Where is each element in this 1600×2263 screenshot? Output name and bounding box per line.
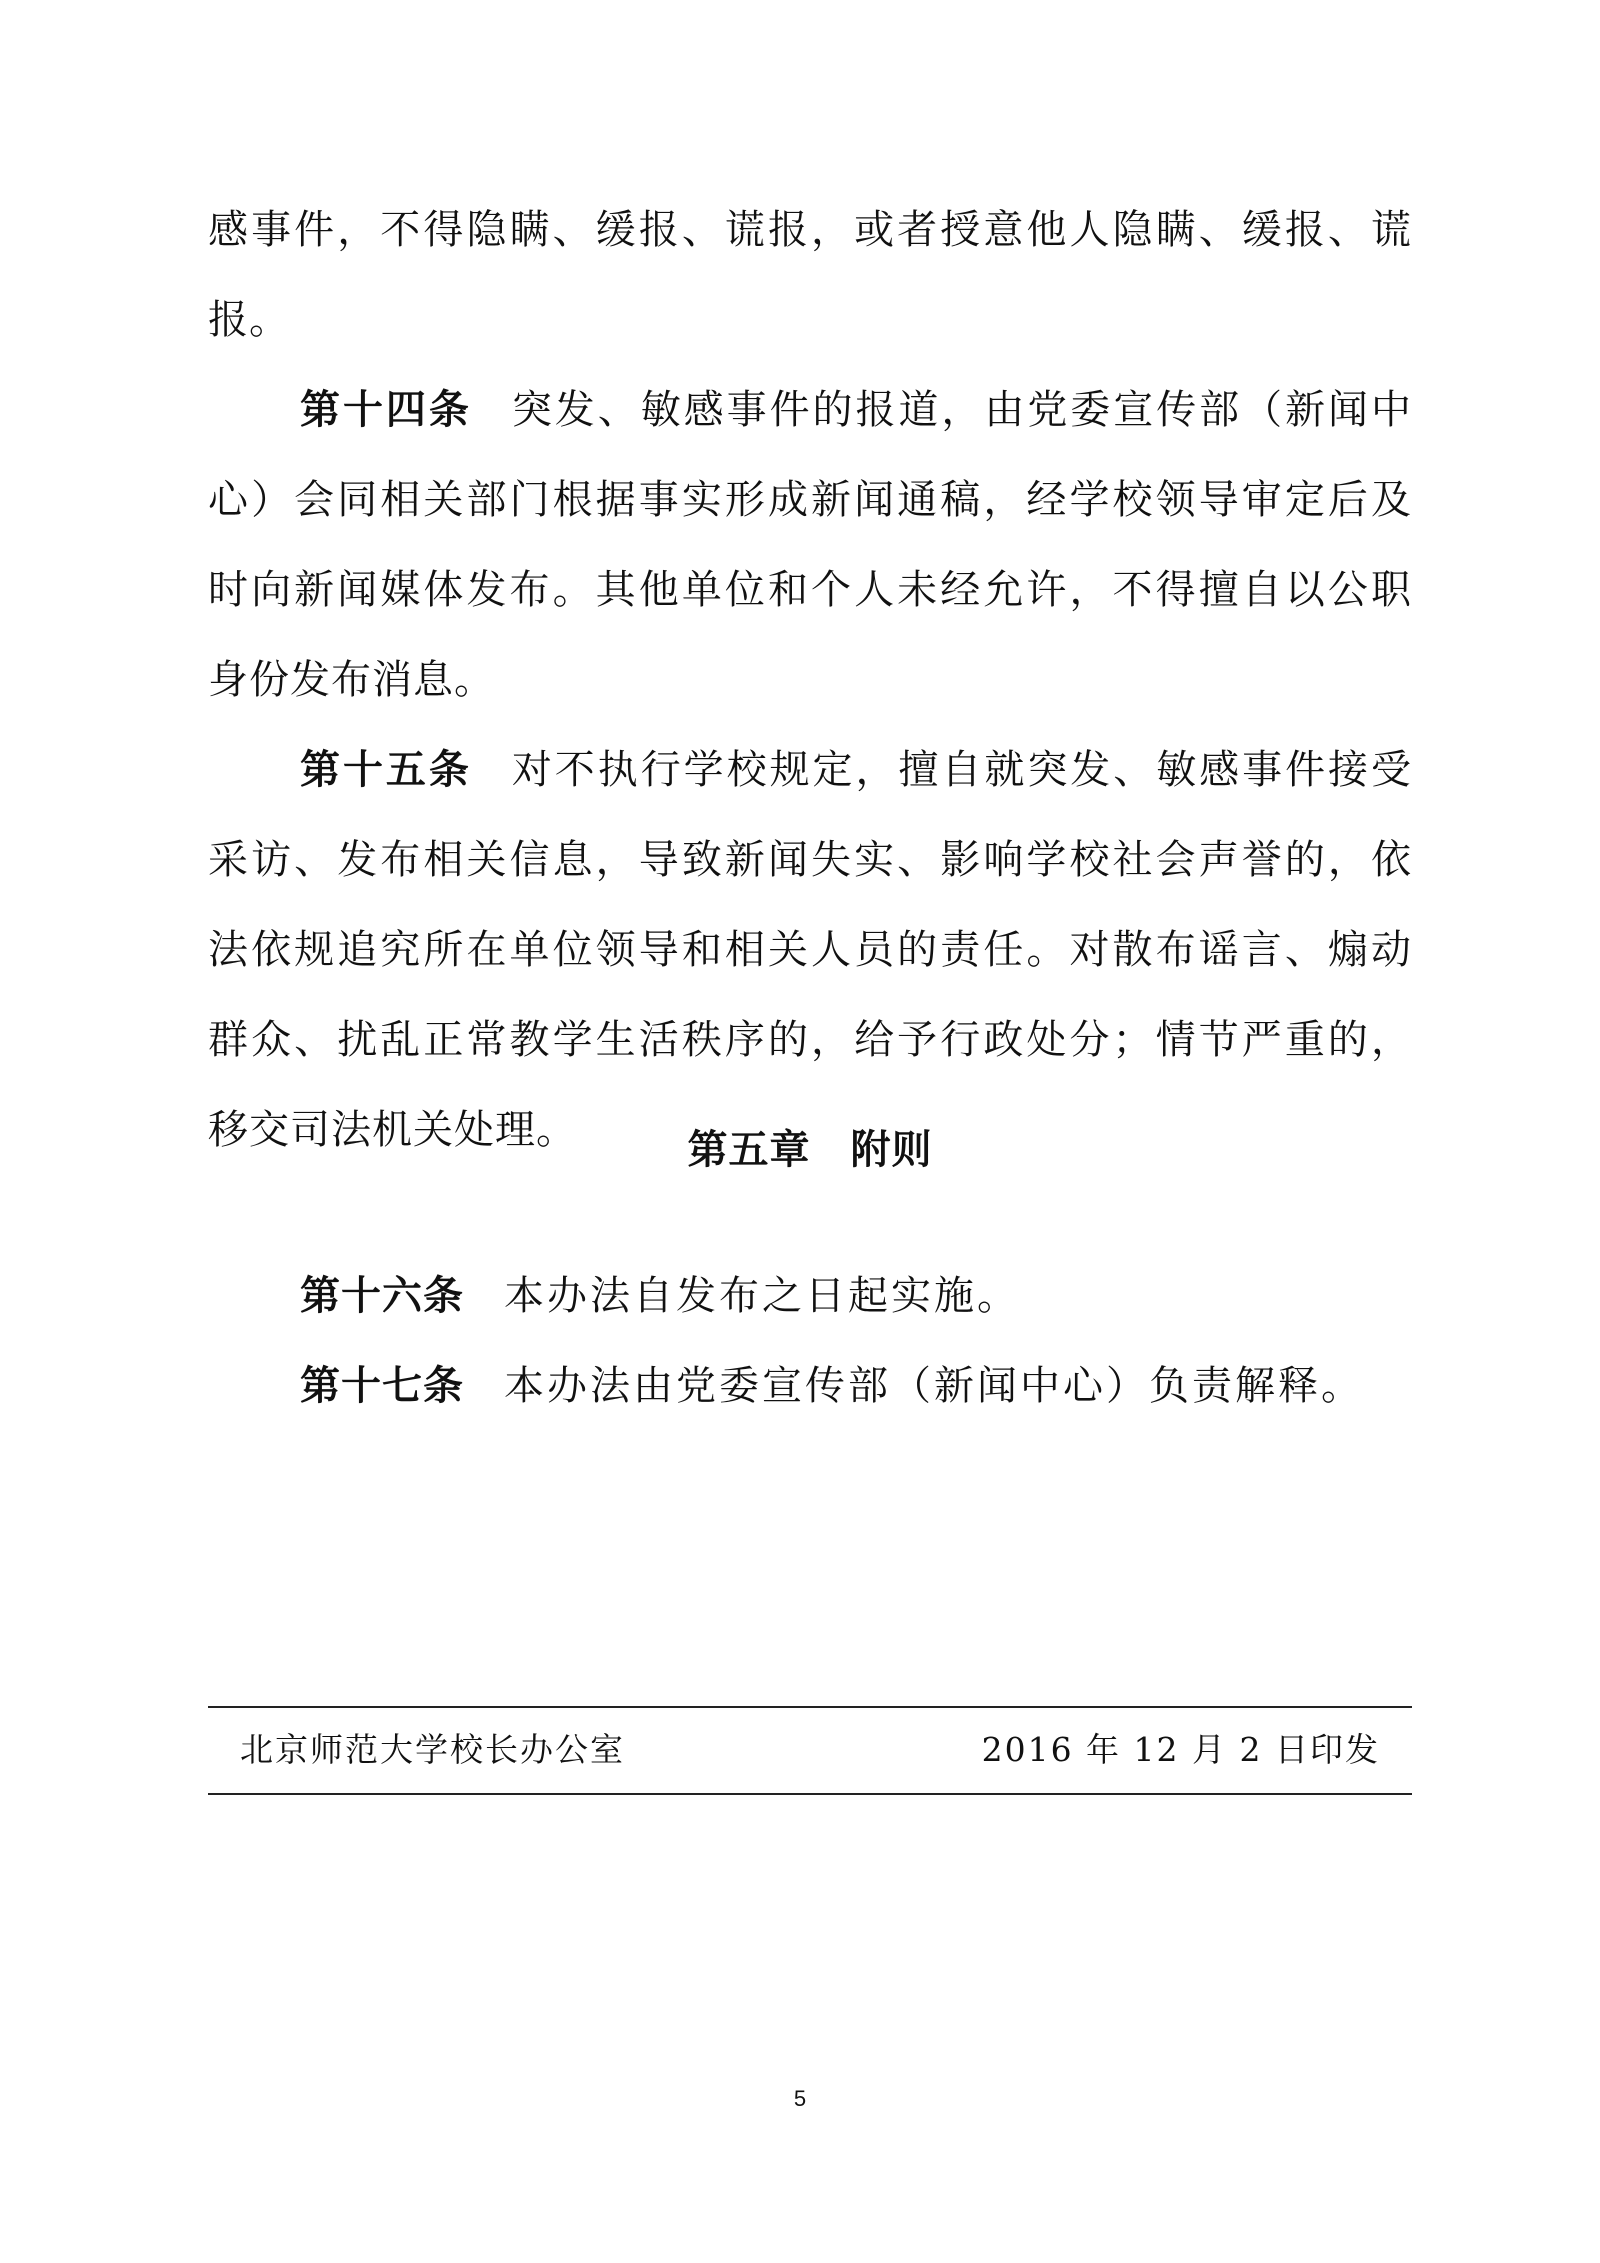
article-17-text: 本办法由党委宣传部（新闻中心）负责解释。 [504, 1363, 1364, 1409]
text-line: 心）会同相关部门根据事实形成新闻通稿，经学校领导审定后及 [208, 477, 1412, 523]
article-14-heading: 第十四条 [300, 387, 472, 433]
text-line: 对不执行学校规定，擅自就突发、敏感事件接受 [511, 747, 1413, 793]
document-body [208, 198, 1412, 1188]
page-number: 5 [793, 2086, 807, 2111]
appendix-articles [300, 1264, 1410, 1444]
chapter-number: 第五章 [687, 1127, 811, 1173]
text-line: 法依规追究所在单位领导和相关人员的责任。对散布谣言、煽动 [208, 927, 1412, 973]
article-15-first-line [208, 738, 1412, 828]
issuance-footer [240, 1722, 1380, 1778]
text-line: 移交司法机关处理。 [208, 1107, 577, 1153]
text-line: 报。 [208, 297, 290, 343]
issuer-name: 北京师范大学校长办公室 [240, 1730, 625, 1769]
text-line: 采访、发布相关信息，导致新闻失实、影响学校社会声誉的，依 [208, 837, 1412, 883]
article-17 [300, 1354, 1410, 1444]
issue-date: 2016 年 12 月 2 日印发 [981, 1730, 1380, 1769]
article-16-heading: 第十六条 [300, 1273, 464, 1319]
text-line: 身份发布消息。 [208, 657, 495, 703]
footer-top-rule [208, 1706, 1412, 1708]
chapter-heading [0, 1118, 1600, 1182]
chapter-title: 附则 [850, 1127, 933, 1173]
text-line: 突发、敏感事件的报道，由党委宣传部（新闻中 [511, 387, 1413, 433]
article-16 [300, 1264, 1410, 1354]
text-line: 感事件，不得隐瞒、缓报、谎报，或者授意他人隐瞒、缓报、谎 [208, 207, 1412, 253]
article-16-text: 本办法自发布之日起实施。 [504, 1273, 1020, 1319]
text-line: 群众、扰乱正常教学生活秩序的，给予行政处分；情节严重的， [208, 1017, 1412, 1063]
article-14-first-line [208, 378, 1412, 468]
article-17-heading: 第十七条 [300, 1363, 464, 1409]
article-15-heading: 第十五条 [300, 747, 472, 793]
text-line: 时向新闻媒体发布。其他单位和个人未经允许，不得擅自以公职 [208, 567, 1412, 613]
footer-bottom-rule [208, 1793, 1412, 1795]
